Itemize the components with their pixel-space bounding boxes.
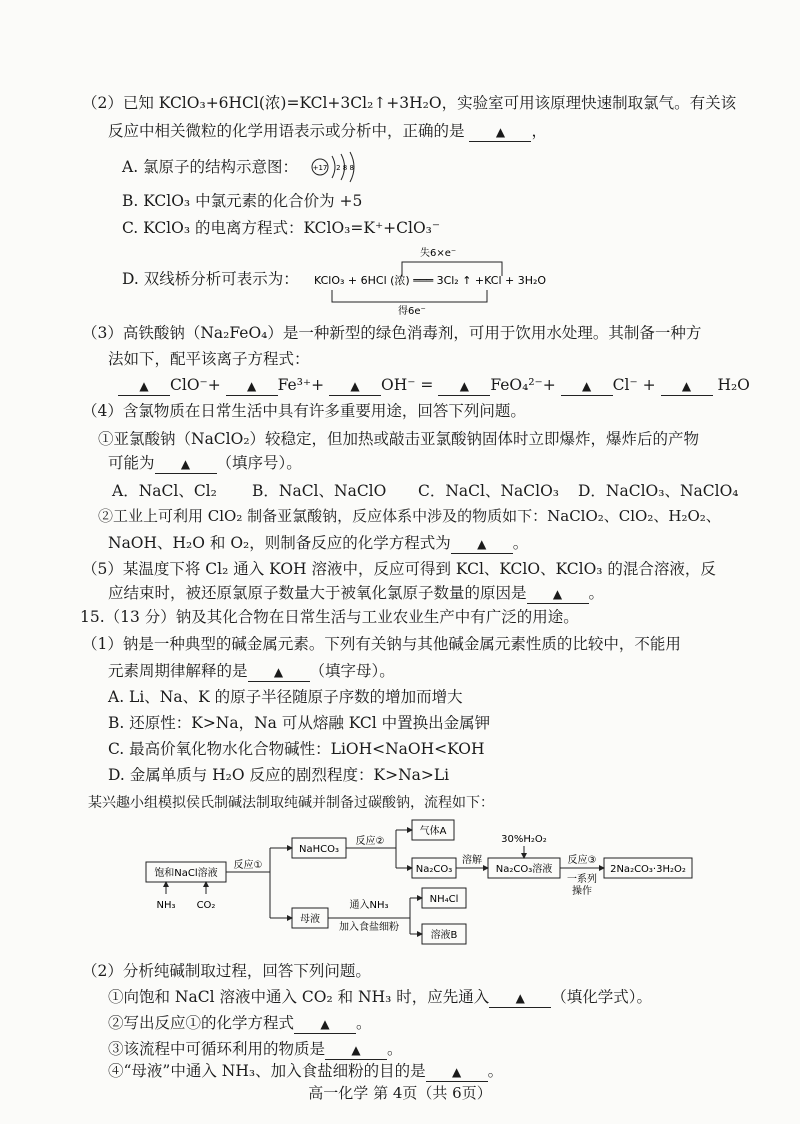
q15-s2-p4: ④“母液”中通入 NH₃、加入食盐细粉的目的是 ▲ 。 (108, 1062, 504, 1080)
q2-option-b: B. KClO₃ 中氯元素的化合价为 +5 (122, 192, 363, 210)
q3-equation: ▲ ClO⁻+ ▲ Fe³⁺+ ▲ OH⁻ = ▲ FeO₄²⁻+ ▲ Cl⁻ + ▲ H₂O (118, 374, 750, 396)
q15-option-d: D. 金属单质与 H₂O 反应的剧烈程度：K>Na>Li (108, 766, 450, 784)
q4-option-c: C．NaCl、NaClO₃ (418, 482, 560, 500)
na2co3-label: Na₂CO₃ (415, 864, 453, 875)
q3-line1: （3）高铁酸钠（Na₂FeO₄）是一种新型的绿色消毒剂，可用于饮用水处理。其制备一种方 (82, 324, 702, 342)
h2o2-label: 30%H₂O₂ (501, 834, 547, 845)
reaction-3-label: 反应③ (567, 855, 597, 866)
flow-intro: 某兴趣小组模拟侯氏制碱法制取纯碱并制备过碳酸钠，流程如下： (88, 795, 494, 811)
answer-blank[interactable]: ▲ (118, 377, 170, 396)
q4-option-d: D．NaClO₃、NaClO₄ (578, 482, 739, 500)
mother-liquor-label: 母液 (300, 914, 320, 925)
answer-blank[interactable]: ▲ (294, 1015, 356, 1034)
nahco3-label: NaHCO₃ (299, 844, 339, 855)
q2-option-a: A. 氯原子的结构示意图： (122, 158, 299, 176)
input-co2: CO₂ (196, 900, 216, 911)
double-bridge-diagram (312, 244, 552, 316)
equation-text: KClO₃ + 6HCl (浓) ═══ 3Cl₂ ↑ +KCl + 3H₂O (314, 274, 547, 287)
q4-p1-line1: ①亚氯酸钠（NaClO₂）较稳定，但加热或敲击亚氯酸钠固体时立即爆炸，爆炸后的产物 (98, 430, 700, 448)
answer-blank[interactable]: ▲ (469, 123, 531, 142)
q2-option-d: D. 双线桥分析可表示为： (122, 270, 299, 288)
q15-s2-p3: ③该流程中可循环利用的物质是 ▲ 。 (108, 1040, 403, 1058)
answer-blank[interactable]: ▲ (451, 535, 513, 554)
answer-blank[interactable]: ▲ (438, 377, 490, 396)
gas-a-label: 气体A (419, 826, 447, 837)
q4-p2-line1: ②工业上可利用 ClO₂ 制备亚氯酸钠，反应体系中涉及的物质如下：NaClO₂、ClO₂、H₂O₂、 (98, 507, 721, 525)
start-label: 饱和NaCl溶液 (154, 868, 218, 879)
answer-blank[interactable]: ▲ (527, 585, 589, 604)
q4-p1-line2: 可能为 ▲ （填序号）。 (108, 454, 302, 472)
q2-option-c: C. KClO₃ 的电离方程式：KClO₃=K⁺+ClO₃⁻ (122, 219, 441, 237)
dissolve-label: 溶解 (462, 855, 482, 866)
atom-nucleus-label: +17 (312, 164, 328, 172)
q15-s1-line2: 元素周期律解释的是 ▲ （填字母）。 (108, 662, 395, 680)
q4-p2-line2: NaOH、H₂O 和 O₂，则制备反应的化学方程式为 ▲ 。 (108, 534, 529, 552)
answer-blank[interactable]: ▲ (489, 989, 551, 1008)
chlorine-atom-diagram (310, 150, 362, 184)
electron-gain-label: 得6e⁻ (398, 306, 426, 316)
q15-option-b: B. 还原性：K>Na，Na 可从熔融 KCl 中置换出金属钾 (108, 714, 491, 732)
answer-blank[interactable]: ▲ (561, 377, 613, 396)
electron-loss-label: 失6×e⁻ (420, 248, 457, 259)
reaction-2-label: 反应② (355, 836, 385, 847)
operations-label: 一系列 (567, 874, 597, 885)
add-nh3-label: 通入NH₃ (349, 900, 389, 911)
atom-shells-label: 2 8 8 (336, 164, 354, 172)
q2-line2: 反应中相关微粒的化学用语表示或分析中，正确的是 ▲ ， (108, 122, 547, 140)
process-flowchart (140, 818, 700, 948)
q15-s2-p1: ①向饱和 NaCl 溶液中通入 CO₂ 和 NH₃ 时，应先通入 ▲ （填化学式）。 (108, 988, 653, 1006)
q2-line1: （2）已知 KClO₃+6HCl(浓)=KCl+3Cl₂↑+3H₂O，实验室可用该原理快速制取氯气。有关该 (82, 94, 737, 112)
answer-blank[interactable]: ▲ (329, 377, 381, 396)
add-salt-label: 加入食盐细粉 (339, 922, 399, 933)
page-footer: 高一化学 第 4页（共 6页） (308, 1084, 492, 1102)
q5-line1: （5）某温度下将 Cl₂ 通入 KOH 溶液中，反应可得到 KCl、KClO、KClO₃ 的混合溶液，反 (82, 560, 716, 578)
q15-s2-p2: ②写出反应①的化学方程式 ▲ 。 (108, 1014, 372, 1032)
answer-blank[interactable]: ▲ (325, 1041, 387, 1060)
solution-b-label: 溶液B (430, 930, 458, 941)
q15-s2-title: （2）分析纯碱制取过程，回答下列问题。 (82, 962, 371, 980)
q4-line1: （4）含氯物质在日常生活中具有许多重要用途，回答下列问题。 (82, 402, 526, 420)
answer-blank[interactable]: ▲ (226, 377, 278, 396)
q15-option-a: A. Li、Na、K 的原子半径随原子序数的增加而增大 (108, 688, 463, 706)
product-label: 2Na₂CO₃·3H₂O₂ (610, 864, 686, 875)
q15-s1-line1: （1）钠是一种典型的碱金属元素。下列有关钠与其他碱金属元素性质的比较中，不能用 (82, 635, 681, 653)
q15-title: 15.（13 分）钠及其化合物在日常生活与工业农业生产中有广泛的用途。 (80, 608, 579, 626)
q3-line2: 法如下，配平该离子方程式： (108, 350, 310, 368)
operations-label-2: 操作 (572, 886, 592, 897)
q4-option-b: B．NaCl、NaClO (252, 482, 387, 500)
answer-blank[interactable]: ▲ (661, 377, 713, 396)
q15-option-c: C. 最高价氧化物水化合物碱性：LiOH<NaOH<KOH (108, 740, 485, 758)
q5-line2: 应结束时，被还原氯原子数量大于被氧化氯原子数量的原因是 ▲ 。 (108, 584, 605, 602)
reaction-1-label: 反应① (233, 860, 263, 871)
answer-blank[interactable]: ▲ (426, 1063, 488, 1082)
q4-option-a: A．NaCl、Cl₂ (112, 482, 217, 500)
solution-label: Na₂CO₃溶液 (495, 864, 553, 875)
answer-blank[interactable]: ▲ (248, 663, 310, 682)
input-nh3: NH₃ (156, 900, 176, 911)
answer-blank[interactable]: ▲ (155, 455, 217, 474)
nh4cl-label: NH₄Cl (429, 894, 459, 905)
